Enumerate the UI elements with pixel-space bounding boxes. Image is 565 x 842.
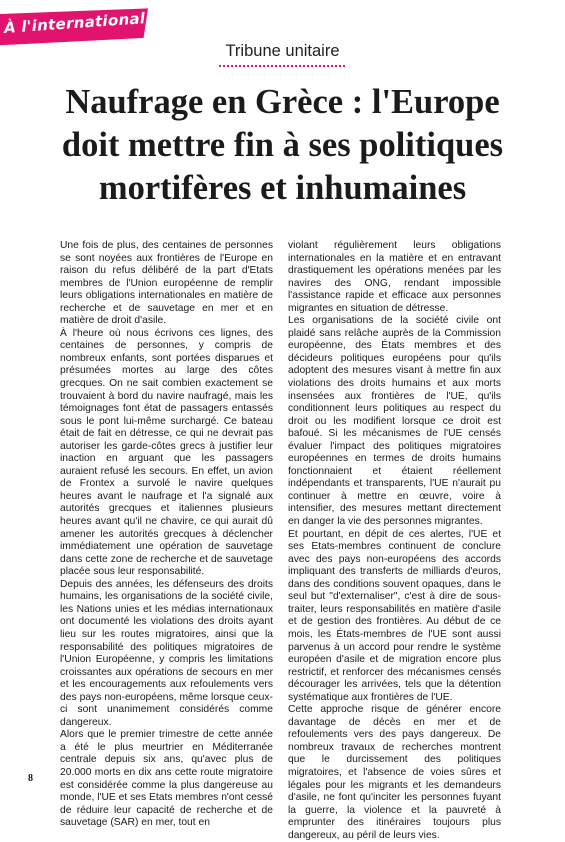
- paragraph: À l'heure où nous écrivons ces lignes, des centaines de personnes, y compris de nombreux enfants, sont portées disparues et présumées mortes au large des côtes grecques. On ne sait combien exactement se trouvaient à bord du navire naufragé, mais les témoignages font état de passagers entassés sous le pont lui-même surchargé. Ce bateau était de fait en détresse, ce qui ne devrait pas autoriser les garde-côtes grecs à justifier leur inaction en arguant que les passagers auraient refusé les secours. En effet, un avion de Frontex a survolé le navire quelques heures avant le naufrage et l'a signalé aux autorités grecques et italiennes plusieurs heures avant qu'il ne chavire, ce qui aurait dû amener les autorités grecques à déclencher immédiatement une opération de sauvetage dans cette zone de recherche et de sauvetage placée sous leur responsabilité.: [60, 327, 273, 578]
- kicker-underline: [219, 65, 345, 67]
- page-number: 8: [28, 773, 33, 784]
- paragraph: Cette approche risque de générer encore davantage de décès en mer et de refoulements vers des pays dangereux. De nombreux travaux de recherches montrent que le durcissement des politiques migratoires, et l'absence de voies sûres et légales pour les migrants et les demandeurs d'asile, ne font qu'inciter les personnes fuyant la guerre, la violence et la pauvreté à emprunter des itinéraires toujours plus dangereux, au péril de leurs vies.: [288, 704, 501, 841]
- headline-line-1: Naufrage en Grèce : l'Europe: [65, 83, 500, 121]
- paragraph: Et pourtant, en dépit de ces alertes, l'UE et ses Etats-membres continuent de conclure avec des pays non-européens des accords impliquant des transferts de milliards d'euros, dans des conditions souvent opaques, dans le seul but "d'externaliser", c'est à dire de sous-traiter, leurs responsabilités en matière d'asile et de gestion des frontières. Au début de ce mois, les États-membres de l'UE sont aussi parvenus à un accord pour rendre le système européen d'asile et de migration encore plus restrictif, et renforcer des mécanismes censés décourager les arrivées, tels que la détention systématique aux frontières de l'UE.: [288, 528, 501, 703]
- headline: [18, 81, 547, 210]
- headline-line-2: doit mettre fin à ses politiques: [61, 126, 504, 164]
- headline-line-3: mortifères et inhumaines: [98, 169, 467, 207]
- paragraph: violant régulièrement leurs obligations internationales en la matière et en entravant drastiquement les opérations menées par les navires des ONG, rendant impossible l'assistance rapide et efficace aux personnes migrantes en situation de détresse.: [288, 240, 501, 314]
- paragraph: Depuis des années, les défenseurs des droits humains, les organisations de la société civile, les Nations unies et les médias internationaux ont documenté les violations des droits ayant lieu sur les routes migratoires, ainsi que la responsabilité des politiques migratoires de l'Union Européenne, y compris les limitations croissantes aux opérations de secours en mer et les encouragements aux refoulements vers des pays non-européens, même lorsque ceux-ci sont unanimement considérés comme dangereux.: [60, 578, 273, 728]
- section-banner: À l'international: [3, 9, 146, 37]
- kicker: Tribune unitaire: [225, 42, 340, 60]
- paragraph: Alors que le premier trimestre de cette année a été le plus meurtrier en Méditerranée centrale depuis six ans, qu'avec plus de 20.000 morts en dix ans cette route migratoire est considérée comme la plus dangereuse au monde, l'UE et ses Etats membres n'ont cessé de réduire leur capacité de recherche et de sauvetage (SAR) en mer, tout en: [60, 729, 273, 829]
- article-column-left: [60, 240, 273, 830]
- paragraph: Une fois de plus, des centaines de personnes se sont noyées aux frontières de l'Europe en raison du refus délibéré de la part d'Etats membres de l'Union européenne de remplir leurs obligations internationales en matière de recherche et de sauvetage en mer et en matière de droit d'asile.: [60, 240, 273, 327]
- article-column-right: [288, 240, 501, 842]
- paragraph: Les organisations de la société civile ont plaidé sans relâche auprès de la Commission européenne, des États membres et des décideurs politiques européens pour qu'ils adoptent des mesures visant à mettre fin aux violations des droits humains et aux morts insensées aux frontières de l'UE, qu'ils conditionnent leurs politiques au respect du droit ou les modifient lorsque ce droit est bafoué. Si les mécanismes de l'UE censés évaluer l'impact des politiques migratoires européennes en termes de droits humains fonctionnaient et étaient réellement indépendants et transparents, l'UE n'aurait pu continuer à mettre en œuvre, voire à intensifier, des mesures mettant directement en danger la vie des personnes migrantes.: [288, 315, 501, 528]
